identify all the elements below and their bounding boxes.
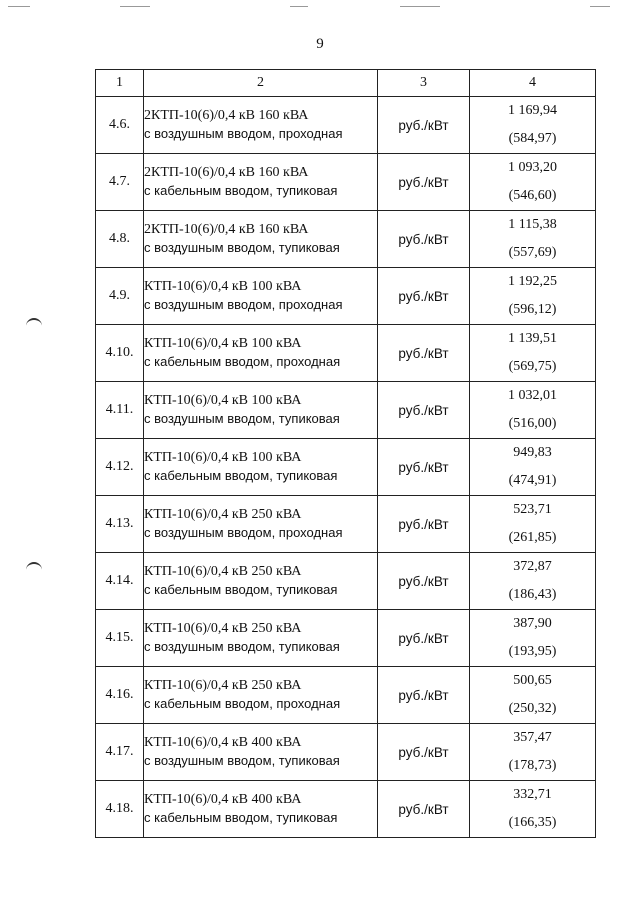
item-name: КТП-10(6)/0,4 кВ 250 кВА bbox=[144, 677, 302, 693]
rate-value: 1 093,20 bbox=[508, 160, 557, 175]
rate-value-parenthetical: (250,32) bbox=[508, 701, 557, 716]
row-number: 4.8. bbox=[96, 211, 144, 268]
rate-cell bbox=[470, 610, 596, 667]
item-name: КТП-10(6)/0,4 кВ 400 кВА bbox=[144, 791, 302, 807]
item-name: КТП-10(6)/0,4 кВ 250 кВА bbox=[144, 506, 302, 522]
unit: руб./кВт bbox=[378, 268, 470, 325]
rate-value: 949,83 bbox=[513, 445, 552, 460]
table-row bbox=[96, 781, 596, 838]
rate-value: 1 115,38 bbox=[508, 217, 557, 232]
unit: руб./кВт bbox=[378, 781, 470, 838]
unit: руб./кВт bbox=[378, 724, 470, 781]
tariff-table bbox=[95, 69, 596, 838]
punch-mark bbox=[26, 562, 42, 570]
rate-value-parenthetical: (557,69) bbox=[508, 245, 557, 260]
column-header: 2 bbox=[144, 70, 378, 97]
table-row bbox=[96, 325, 596, 382]
unit: руб./кВт bbox=[378, 325, 470, 382]
rate-value-parenthetical: (516,00) bbox=[508, 416, 557, 431]
item-description bbox=[144, 97, 378, 154]
item-description bbox=[144, 382, 378, 439]
item-variant: с кабельным вводом, проходная bbox=[144, 353, 341, 369]
rate-value: 387,90 bbox=[513, 616, 552, 631]
row-number: 4.14. bbox=[96, 553, 144, 610]
row-number: 4.6. bbox=[96, 97, 144, 154]
row-number: 4.10. bbox=[96, 325, 144, 382]
item-name: КТП-10(6)/0,4 кВ 100 кВА bbox=[144, 449, 302, 465]
rate-value: 1 169,94 bbox=[508, 103, 557, 118]
rate-value: 332,71 bbox=[513, 787, 552, 802]
page-number: 9 bbox=[316, 36, 324, 52]
rate-value: 1 192,25 bbox=[508, 274, 557, 289]
item-variant: с воздушным вводом, проходная bbox=[144, 296, 343, 312]
item-variant: с воздушным вводом, тупиковая bbox=[144, 239, 340, 255]
rate-cell bbox=[470, 496, 596, 553]
item-name: КТП-10(6)/0,4 кВ 100 кВА bbox=[144, 278, 302, 294]
item-variant: с воздушным вводом, тупиковая bbox=[144, 410, 340, 426]
rate-cell bbox=[470, 667, 596, 724]
item-variant: с кабельным вводом, тупиковая bbox=[144, 182, 338, 198]
item-variant: с воздушным вводом, проходная bbox=[144, 524, 343, 540]
item-name: 2КТП-10(6)/0,4 кВ 160 кВА bbox=[144, 221, 309, 237]
item-description bbox=[144, 781, 378, 838]
item-variant: с воздушным вводом, проходная bbox=[144, 125, 343, 141]
rate-value-parenthetical: (596,12) bbox=[508, 302, 557, 317]
table-row bbox=[96, 268, 596, 325]
item-description bbox=[144, 610, 378, 667]
rate-cell bbox=[470, 781, 596, 838]
table-row bbox=[96, 97, 596, 154]
rate-cell bbox=[470, 382, 596, 439]
rate-value-parenthetical: (193,95) bbox=[508, 644, 557, 659]
item-name: КТП-10(6)/0,4 кВ 100 кВА bbox=[144, 392, 302, 408]
rate-value: 357,47 bbox=[513, 730, 552, 745]
unit: руб./кВт bbox=[378, 211, 470, 268]
item-variant: с воздушным вводом, тупиковая bbox=[144, 638, 340, 654]
scan-artifact bbox=[290, 6, 308, 7]
rate-value-parenthetical: (569,75) bbox=[508, 359, 557, 374]
row-number: 4.17. bbox=[96, 724, 144, 781]
rate-value-parenthetical: (186,43) bbox=[508, 587, 557, 602]
table-row bbox=[96, 439, 596, 496]
table-row bbox=[96, 154, 596, 211]
item-variant: с кабельным вводом, тупиковая bbox=[144, 581, 338, 597]
item-variant: с воздушным вводом, тупиковая bbox=[144, 752, 340, 768]
scan-artifact bbox=[8, 6, 30, 7]
rate-cell bbox=[470, 724, 596, 781]
column-header: 3 bbox=[378, 70, 470, 97]
table-row bbox=[96, 496, 596, 553]
item-description bbox=[144, 553, 378, 610]
item-variant: с кабельным вводом, проходная bbox=[144, 695, 341, 711]
table-row bbox=[96, 553, 596, 610]
rate-value: 372,87 bbox=[513, 559, 552, 574]
item-description bbox=[144, 325, 378, 382]
scan-artifact bbox=[400, 6, 440, 7]
item-description bbox=[144, 496, 378, 553]
unit: руб./кВт bbox=[378, 496, 470, 553]
item-name: КТП-10(6)/0,4 кВ 400 кВА bbox=[144, 734, 302, 750]
rate-cell bbox=[470, 211, 596, 268]
row-number: 4.11. bbox=[96, 382, 144, 439]
scan-artifact bbox=[120, 6, 150, 7]
item-description bbox=[144, 211, 378, 268]
unit: руб./кВт bbox=[378, 97, 470, 154]
item-name: КТП-10(6)/0,4 кВ 100 кВА bbox=[144, 335, 302, 351]
column-header: 1 bbox=[96, 70, 144, 97]
item-variant: с кабельным вводом, тупиковая bbox=[144, 467, 338, 483]
rate-value-parenthetical: (474,91) bbox=[508, 473, 557, 488]
item-description bbox=[144, 268, 378, 325]
rate-cell bbox=[470, 97, 596, 154]
table-row bbox=[96, 724, 596, 781]
item-name: КТП-10(6)/0,4 кВ 250 кВА bbox=[144, 620, 302, 636]
rate-value-parenthetical: (178,73) bbox=[508, 758, 557, 773]
row-number: 4.9. bbox=[96, 268, 144, 325]
item-description bbox=[144, 154, 378, 211]
rate-cell bbox=[470, 439, 596, 496]
row-number: 4.18. bbox=[96, 781, 144, 838]
unit: руб./кВт bbox=[378, 610, 470, 667]
column-header: 4 bbox=[470, 70, 596, 97]
item-description bbox=[144, 439, 378, 496]
row-number: 4.15. bbox=[96, 610, 144, 667]
rate-cell bbox=[470, 154, 596, 211]
table-row bbox=[96, 382, 596, 439]
row-number: 4.12. bbox=[96, 439, 144, 496]
row-number: 4.16. bbox=[96, 667, 144, 724]
item-name: 2КТП-10(6)/0,4 кВ 160 кВА bbox=[144, 164, 309, 180]
unit: руб./кВт bbox=[378, 667, 470, 724]
rate-value-parenthetical: (546,60) bbox=[508, 188, 557, 203]
rate-cell bbox=[470, 553, 596, 610]
scan-artifact bbox=[590, 6, 610, 7]
rate-value: 1 032,01 bbox=[508, 388, 557, 403]
item-description bbox=[144, 667, 378, 724]
item-name: 2КТП-10(6)/0,4 кВ 160 кВА bbox=[144, 107, 309, 123]
rate-value: 523,71 bbox=[513, 502, 552, 517]
row-number: 4.13. bbox=[96, 496, 144, 553]
rate-value-parenthetical: (166,35) bbox=[508, 815, 557, 830]
table-row bbox=[96, 610, 596, 667]
rate-value: 1 139,51 bbox=[508, 331, 557, 346]
rate-cell bbox=[470, 325, 596, 382]
item-description bbox=[144, 724, 378, 781]
rate-cell bbox=[470, 268, 596, 325]
unit: руб./кВт bbox=[378, 382, 470, 439]
unit: руб./кВт bbox=[378, 154, 470, 211]
rate-value-parenthetical: (584,97) bbox=[508, 131, 557, 146]
rate-value-parenthetical: (261,85) bbox=[508, 530, 557, 545]
table-header-row bbox=[96, 70, 596, 97]
punch-mark bbox=[26, 318, 42, 326]
rate-value: 500,65 bbox=[513, 673, 552, 688]
item-name: КТП-10(6)/0,4 кВ 250 кВА bbox=[144, 563, 302, 579]
item-variant: с кабельным вводом, тупиковая bbox=[144, 809, 338, 825]
table-row bbox=[96, 211, 596, 268]
unit: руб./кВт bbox=[378, 553, 470, 610]
row-number: 4.7. bbox=[96, 154, 144, 211]
table-row bbox=[96, 667, 596, 724]
unit: руб./кВт bbox=[378, 439, 470, 496]
